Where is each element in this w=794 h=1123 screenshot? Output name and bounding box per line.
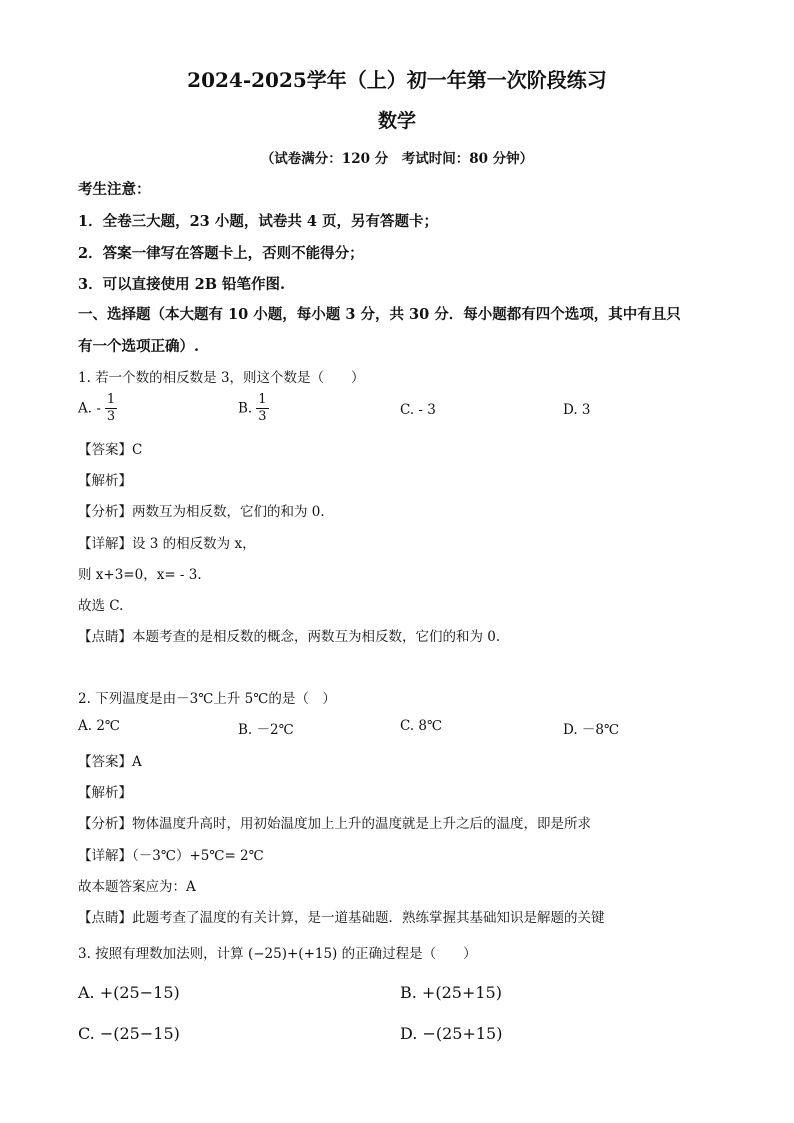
q3-option-c: C. −(25−15): [78, 1024, 180, 1043]
q2-xiangjie: 【详解】（－3℃）+5℃= 2℃: [78, 848, 264, 864]
notice-item-1: 1．全卷三大题，23 小题，试卷共 4 页，另有答题卡；: [78, 213, 438, 230]
q2-fenxi: 【分析】物体温度升高时，用初始温度加上上升的温度就是上升之后的温度，即是所求: [78, 816, 591, 832]
notice-heading: 考生注意：: [78, 181, 151, 198]
q1-option-b: [238, 392, 269, 425]
page-title: 2024-2025学年（上）初一年第一次阶段练习: [187, 68, 607, 92]
q1-answer: 【答案】C: [78, 442, 143, 458]
q1-option-a: [78, 392, 117, 425]
q2-stem: 2. 下列温度是由－3℃上升 5℃的是（ ）: [78, 691, 336, 707]
q1-choose: 故选 C.: [78, 598, 124, 614]
q1-option-a-fraction: [105, 392, 117, 425]
q2-conclusion: 故本题答案应为：A: [78, 879, 196, 895]
q3-option-d: D. −(25+15): [400, 1024, 503, 1043]
q2-option-d: D. －8℃: [563, 722, 620, 738]
q1-option-b-denominator: 3: [258, 409, 267, 424]
section-heading-line2: 有一个选项正确）.: [78, 338, 200, 355]
q1-option-b-fraction: [256, 392, 268, 425]
q1-option-b-label: B.: [238, 400, 253, 417]
q1-option-d: D. 3: [563, 402, 591, 418]
q1-option-a-numerator: 1: [106, 392, 116, 407]
q3-stem: 3. 按照有理数加法则，计算 (−25)+(+15) 的正确过程是（ ）: [78, 946, 477, 962]
q1-option-b-numerator: 1: [258, 392, 267, 407]
q1-analysis: 【解析】: [78, 473, 132, 489]
q1-dianjing: 【点睛】本题考查的是相反数的概念，两数互为相反数，它们的和为 0.: [78, 629, 501, 645]
q1-option-a-label: A. -: [78, 400, 101, 417]
section-heading-line1: 一、选择题（本大题有 10 小题，每小题 3 分，共 30 分．每小题都有四个选项，其中有且只: [78, 306, 681, 323]
notice-item-3: 3．可以直接使用 2B 铅笔作图.: [78, 276, 286, 293]
q2-dianjing: 【点睛】此题考查了温度的有关计算，是一道基础题．熟练掌握其基础知识是解题的关键: [78, 910, 605, 926]
exam-meta: （试卷满分：120 分 考试时间：80 分钟）: [260, 151, 534, 167]
q2-option-c: C. 8℃: [400, 718, 443, 734]
q1-option-c: C. - 3: [400, 402, 436, 418]
q1-step: 则 x+3=0，x= - 3.: [78, 567, 202, 583]
q2-option-b: B. －2℃: [238, 722, 294, 738]
q2-answer: 【答案】A: [78, 754, 142, 770]
q1-xiangjie: 【详解】设 3 的相反数为 x，: [78, 536, 256, 552]
q2-analysis: 【解析】: [78, 785, 132, 801]
q3-option-a: A. +(25−15): [78, 983, 180, 1002]
q3-option-b: B. +(25+15): [400, 983, 502, 1002]
q1-option-a-denominator: 3: [106, 409, 116, 424]
subject-title: 数学: [377, 110, 416, 132]
notice-item-2: 2．答案一律写在答题卡上，否则不能得分；: [78, 245, 364, 262]
q2-option-a: A. 2℃: [78, 718, 121, 734]
q1-stem: 1. 若一个数的相反数是 3，则这个数是（ ）: [78, 370, 365, 386]
q1-fenxi: 【分析】两数互为相反数，它们的和为 0.: [78, 504, 325, 520]
